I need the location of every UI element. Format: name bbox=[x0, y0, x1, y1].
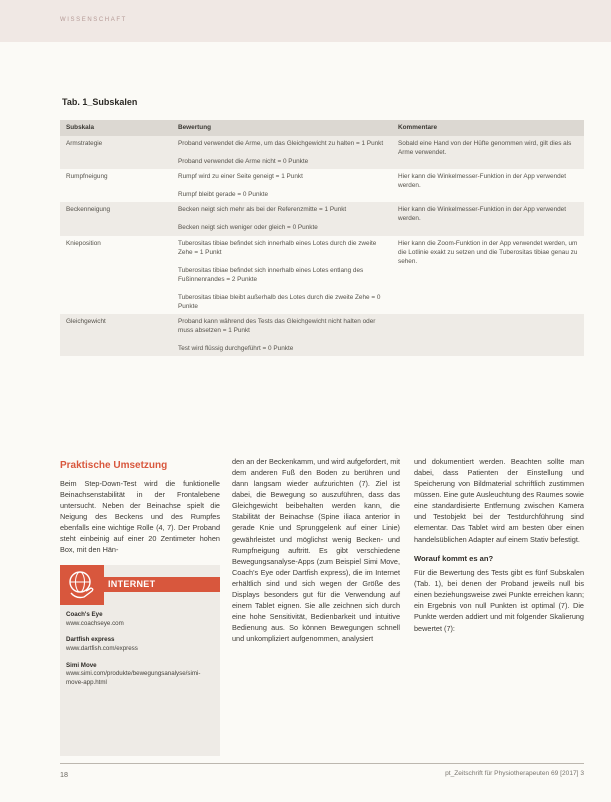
rating-text: Tuberositas tibiae bleibt außerhalb des Lotes durch die zweite Zehe = 0 Punkte bbox=[178, 293, 381, 311]
list-item bbox=[66, 662, 216, 688]
rating-text: Tuberositas tibiae befindet sich innerhalb eines Lotes entlang des Fußinnenrandes = 2 Punkte bbox=[178, 266, 364, 283]
comment-text bbox=[392, 314, 584, 356]
infobox-label: INTERNET bbox=[108, 579, 156, 589]
link-name: Simi Move bbox=[66, 661, 97, 669]
table-header-row bbox=[60, 120, 584, 136]
globe-hand-icon bbox=[60, 565, 104, 605]
rating-text: Test wird flüssig durchgeführt = 0 Punkte bbox=[178, 345, 294, 353]
rating-text: Proband verwendet die Arme, um das Gleichgewicht zu halten = 1 Punkt bbox=[178, 140, 384, 147]
subscale-table bbox=[60, 120, 584, 356]
table-row bbox=[60, 169, 584, 202]
rating-text: Proband kann während des Tests das Gleichgewicht nicht halten oder muss absetzen = 1 Punkt bbox=[178, 318, 376, 335]
list-item bbox=[66, 611, 216, 628]
section-kicker: WISSENSCHAFT bbox=[60, 17, 127, 23]
link-url[interactable]: www.simi.com/produkte/bewegungsanalyse/simi-move-app.html bbox=[66, 670, 201, 687]
rating-text: Rumpf wird zu einer Seite geneigt = 1 Punkt bbox=[178, 173, 303, 181]
paragraph: und dokumentiert werden. Beachten sollte man dabei, dass Patienten der Einstellung und Speicherung von Bildmaterial schriftlich zustimmen müssen. Eine gute Ausleuchtung des Raumes sowie eine standardisierte Entfernung zwischen Kamera und Testobjekt bei der Testdurchführung sind elementar. Das Tablet wird am besten über einen handelsüblichen Adapter auf einem Stativ befestigt. bbox=[414, 457, 584, 544]
comment-text: Hier kann die Winkelmesser-Funktion in der App verwendet werden. bbox=[392, 169, 584, 202]
journal-name: pt_Zeitschrift für Physiotherapeuten 69 [2017] 3 bbox=[445, 770, 584, 777]
column-header: Bewertung bbox=[172, 120, 392, 136]
table-row bbox=[60, 314, 584, 356]
scale-name: Armstrategie bbox=[60, 136, 172, 169]
table-row bbox=[60, 236, 584, 315]
table-row bbox=[60, 136, 584, 169]
comment-text: Hier kann die Zoom-Funktion in der App verwendet werden, um die Lotlinie exakt zu setzen und die Tuberositas tibiae genau zu sehen. bbox=[392, 236, 584, 315]
rating-text: Becken neigt sich mehr als bei der Referenzmitte = 1 Punkt bbox=[178, 206, 347, 214]
paragraph: Für die Bewertung des Tests gibt es fünf Subskalen (Tab. 1), bei denen der Proband jeweils null bis einen beziehungsweise zwei Punkte erreichen kann; ein Ergebnis von null Punkten ist optimal (7). Die Punkte werden addiert und mit folgender Skalierung bewertet (7): bbox=[414, 568, 584, 633]
scale-name: Gleichgewicht bbox=[60, 314, 172, 356]
footer-rule bbox=[60, 763, 584, 764]
link-list bbox=[66, 611, 216, 696]
paragraph: Beim Step-Down-Test wird die funktionelle Beinachsenstabilität in der Frontalebene untersucht. Neben der Beinachse spielt die Neigung des Beckens und des Rumpfes ebenfalls eine wichtige Rolle (4, 7). Der Proband steht einbeinig auf einer 20 Zentimeter hohen Box, mit den Hän- bbox=[60, 479, 220, 555]
scale-name: Rumpfneigung bbox=[60, 169, 172, 202]
column-header: Kommentare bbox=[392, 120, 584, 136]
scale-name: Beckenneigung bbox=[60, 202, 172, 235]
page-number: 18 bbox=[60, 770, 68, 779]
rating-text: Tuberositas tibiae befindet sich innerhalb eines Lotes durch die zweite Zehe = 1 Punkt bbox=[178, 239, 377, 256]
rating-text: Proband verwendet die Arme nicht = 0 Punkte bbox=[178, 158, 309, 166]
table-row bbox=[60, 202, 584, 235]
list-item bbox=[66, 636, 216, 653]
subheading: Worauf kommt es an? bbox=[414, 553, 494, 563]
link-name: Coach's Eye bbox=[66, 611, 103, 618]
table-title: Tab. 1_Subskalen bbox=[62, 97, 138, 107]
section-heading: Praktische Umsetzung bbox=[60, 460, 168, 471]
paragraph: den an der Beckenkamm, und wird aufgefordert, mit dem anderen Fuß den Boden zu berühren und dann langsam wieder aufzurichten (7). Ziel ist dabei, die Bewegung so auszuführen, dass das Gleichgewicht beibehalten werden kann, die Stabilität der Beinachse (Spine iliaca anterior in gerade Knie und Sprunggelenk auf einer Linie) gewährleistet und möglichst wenig Becken- und Rumpfneigung auftritt. Es gibt verschiedene Bewegungsanalyse-Apps (zum Beispiel Simi Move, Coach's Eye oder Dartfish express), die im Internet erhältlich sind und sich wegen der Größe des Displays besonders gut für die Verwendung auf einem Tablet eignen. Sie alle zeichnen sich durch eine hohe Sensitivität, Bedienbarkeit und intuitive Bedienung aus. So können Bewegungen schnell und unkompliziert aufgenommen, analysiert bbox=[232, 457, 400, 644]
link-url[interactable]: www.coachseye.com bbox=[66, 619, 124, 627]
text-column-3 bbox=[414, 456, 584, 634]
text-column-2 bbox=[232, 456, 400, 644]
comment-text: Hier kann die Winkelmesser-Funktion in der App verwendet werden. bbox=[392, 202, 584, 235]
rating-text: Rumpf bleibt gerade = 0 Punkte bbox=[178, 191, 269, 199]
text-column-1 bbox=[60, 478, 220, 556]
comment-text: Sobald eine Hand von der Hüfte genommen wird, gilt dies als Arme verwendet. bbox=[392, 136, 584, 169]
link-name: Dartfish express bbox=[66, 636, 115, 644]
scale-name: Knieposition bbox=[60, 236, 172, 315]
link-url[interactable]: www.dartfish.com/express bbox=[66, 645, 138, 653]
rating-text: Becken neigt sich weniger oder gleich = 0 Punkte bbox=[178, 224, 318, 232]
column-header: Subskala bbox=[60, 120, 172, 136]
